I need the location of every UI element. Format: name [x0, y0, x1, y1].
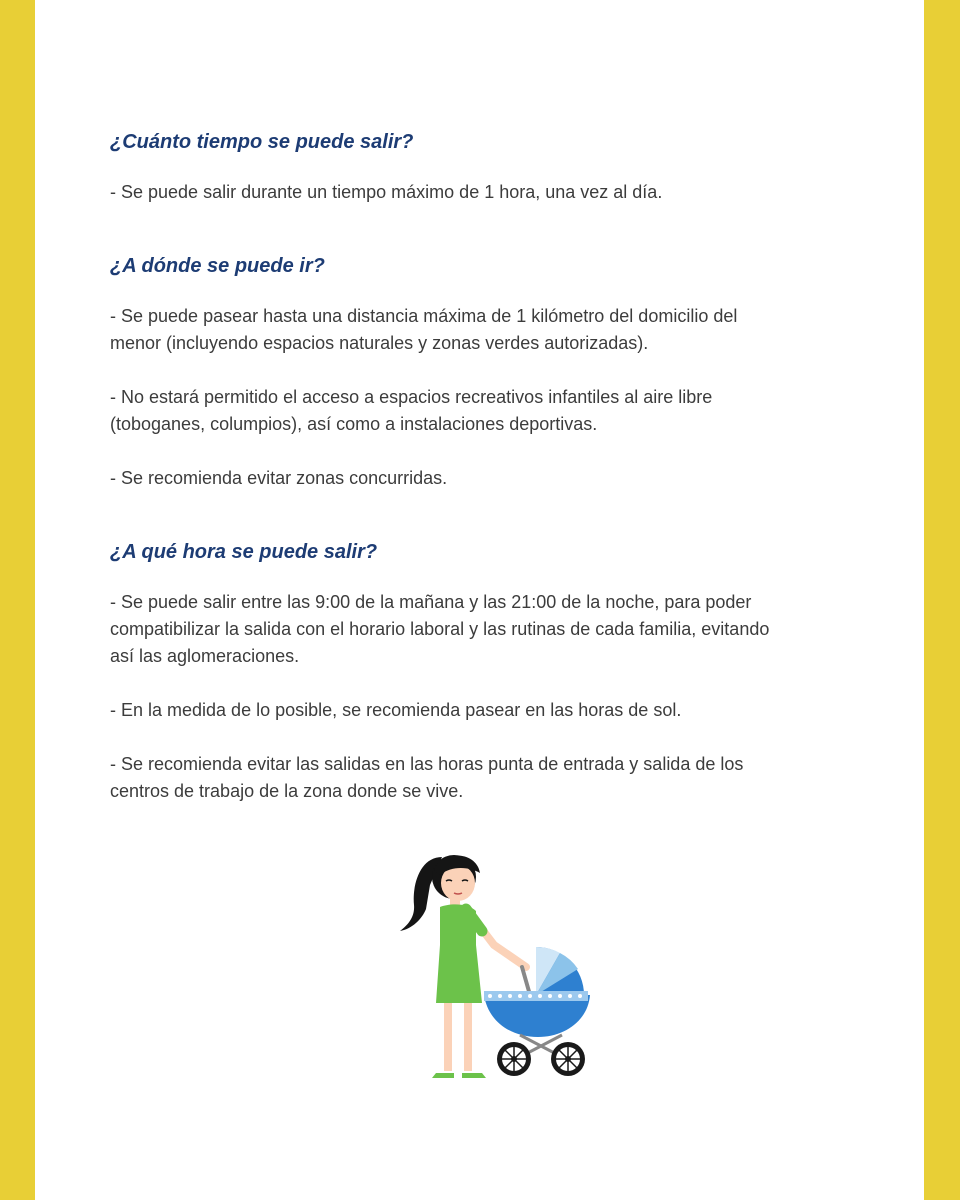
- paragraph-line: - Se puede salir durante un tiempo máximo de 1 hora, una vez al día.: [110, 182, 663, 202]
- paragraph-line: - Se recomienda evitar zonas concurridas.: [110, 468, 448, 488]
- section-duration: [110, 128, 830, 206]
- woman-pushing-stroller-icon: [390, 845, 610, 1085]
- paragraph-where-3: [110, 465, 830, 492]
- paragraph-where-1: [110, 303, 830, 357]
- paragraph-line: - Se puede pasear hasta una distancia máxima de 1 kilómetro del domicilio del: [110, 306, 738, 326]
- paragraph-line: compatibilizar la salida con el horario laboral y las rutinas de cada familia, evitando: [110, 619, 770, 639]
- section-time: [110, 538, 830, 805]
- paragraph-time-2: [110, 697, 830, 724]
- section-where: [110, 252, 830, 492]
- paragraph-line: - Se puede salir entre las 9:00 de la mañana y las 21:00 de la noche, para poder: [110, 592, 752, 612]
- heading-time: ¿A qué hora se puede salir?: [110, 541, 378, 563]
- paragraph-time-1: [110, 589, 830, 670]
- paragraph-line: así las aglomeraciones.: [110, 646, 300, 666]
- paragraph-line: - En la medida de lo posible, se recomienda pasear en las horas de sol.: [110, 700, 682, 720]
- paragraph-line: centros de trabajo de la zona donde se vive.: [110, 781, 464, 801]
- paragraph-line: (toboganes, columpios), así como a instalaciones deportivas.: [110, 414, 598, 434]
- paragraph-where-2: [110, 384, 830, 438]
- paragraph-time-3: [110, 751, 830, 805]
- page: [35, 0, 924, 1200]
- paragraph-line: - Se recomienda evitar las salidas en las horas punta de entrada y salida de los: [110, 754, 744, 774]
- paragraph-duration-1: [110, 179, 830, 206]
- heading-where: ¿A dónde se puede ir?: [110, 255, 325, 277]
- content: [110, 128, 830, 805]
- heading-duration: ¿Cuánto tiempo se puede salir?: [110, 131, 414, 153]
- paragraph-line: - No estará permitido el acceso a espacios recreativos infantiles al aire libre: [110, 387, 713, 407]
- paragraph-line: menor (incluyendo espacios naturales y zonas verdes autorizadas).: [110, 333, 649, 353]
